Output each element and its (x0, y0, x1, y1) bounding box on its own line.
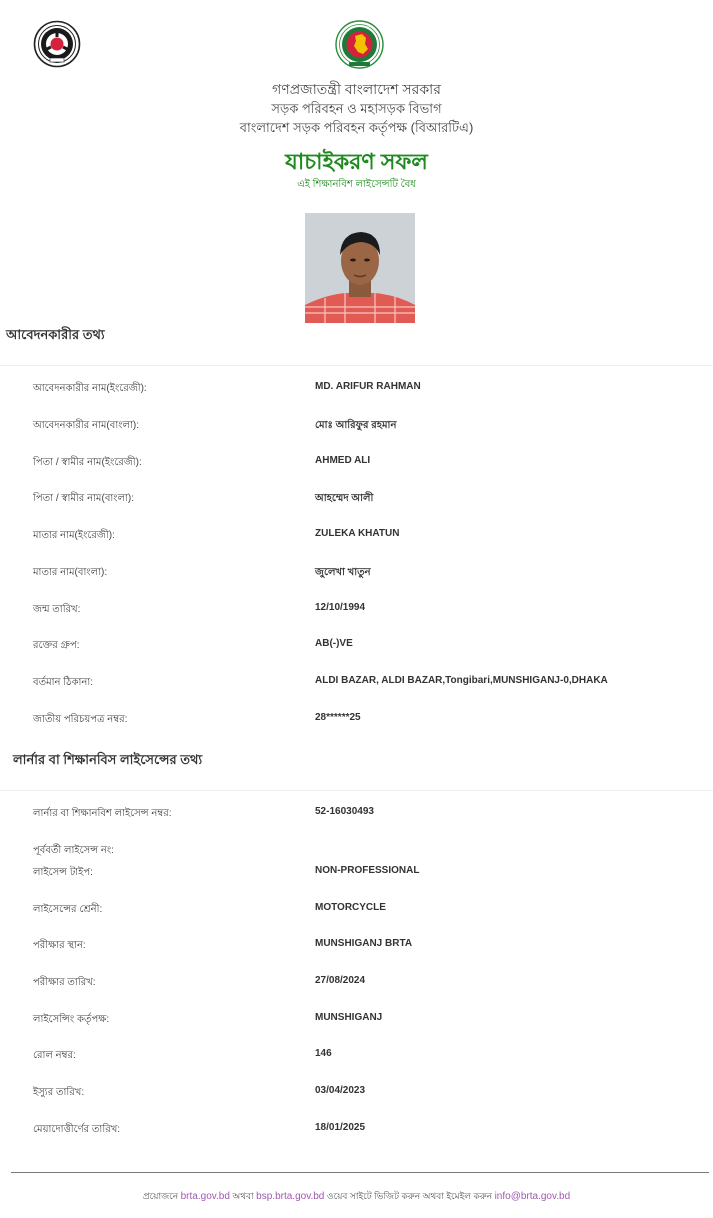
applicant-section-title: আবেদনকারীর তথ্য (6, 327, 105, 342)
row-value: জুলেখা খাতুন (315, 567, 371, 578)
verification-status-title: যাচাইকরণ সফল (285, 149, 428, 174)
authority-name: বাংলাদেশ সড়ক পরিবহন কর্তৃপক্ষ (বিআরটিএ) (239, 120, 474, 135)
row-value: মোঃ আরিফুর রহমান (315, 420, 397, 431)
row-label: জন্ম তারিখ: (33, 604, 81, 615)
footer-note (0, 1189, 713, 1204)
row-value: MUNSHIGANJ (315, 1012, 383, 1023)
row-value: 27/08/2024 (315, 975, 366, 986)
government-name: গণপ্রজাতন্ত্রী বাংলাদেশ সরকার (272, 81, 441, 97)
row-value: 28******25 (315, 712, 361, 723)
row-label: মাতার নাম(বাংলা): (33, 567, 108, 578)
row-label: রোল নম্বর: (33, 1050, 76, 1061)
row-value: 52-16030493 (315, 806, 374, 817)
row-label: আবেদনকারীর নাম(ইংরেজী): (33, 383, 147, 394)
license-section-title: লার্নার বা শিক্ষানবিস লাইসেন্সের তথ্য (13, 752, 203, 767)
row-value: আহম্মেদ আলী (315, 493, 374, 504)
footer-divider (11, 1172, 709, 1173)
footer-text: অথবা (229, 1191, 257, 1201)
row-value: 03/04/2023 (315, 1085, 366, 1096)
row-value: AHMED ALI (315, 455, 371, 466)
email-link[interactable]: info@brta.gov.bd (494, 1191, 571, 1202)
row-label: ইস্যুর তারিখ: (33, 1087, 85, 1098)
section-divider (0, 365, 713, 366)
row-value: AB(-)VE (315, 638, 353, 649)
row-label: মেয়াদোত্তীর্ণের তারিখ: (33, 1124, 121, 1135)
brta-emblem-icon (33, 20, 81, 68)
footer-text: প্রয়োজনে (142, 1191, 181, 1201)
row-label: আবেদনকারীর নাম(বাংলা): (33, 420, 139, 431)
row-label: লাইসেন্সিং কর্তৃপক্ষ: (33, 1014, 110, 1025)
header-block (0, 80, 713, 137)
brta-website-link[interactable]: brta.gov.bd (180, 1191, 230, 1202)
row-value: MOTORCYCLE (315, 902, 386, 913)
bsp-website-link[interactable]: bsp.brta.gov.bd (256, 1191, 325, 1202)
applicant-photo (305, 213, 415, 323)
section-divider (0, 790, 713, 791)
row-value: ZULEKA KHATUN (315, 528, 400, 539)
row-label: জাতীয় পরিচয়পত্র নম্বর: (33, 714, 128, 725)
row-label: রক্তের গ্রুপ: (33, 640, 80, 651)
row-value: ALDI BAZAR, ALDI BAZAR,Tongibari,MUNSHIGANJ-0,DHAKA (315, 675, 608, 686)
row-label: পিতা / স্বামীর নাম(বাংলা): (33, 493, 135, 504)
row-label: মাতার নাম(ইংরেজী): (33, 530, 115, 541)
row-label: লাইসেন্সের শ্রেনী: (33, 904, 103, 915)
government-seal-icon (335, 20, 384, 69)
row-label: পরীক্ষার স্থান: (33, 940, 86, 951)
row-value: 146 (315, 1048, 332, 1059)
row-label: লাইসেন্স টাইপ: (33, 867, 93, 878)
row-label: বর্তমান ঠিকানা: (33, 677, 94, 688)
footer-text: ওয়েব সাইটে ভিজিট করুন অথবা ইমেইল করুন (324, 1191, 495, 1201)
row-label: পিতা / স্বামীর নাম(ইংরেজী): (33, 457, 142, 468)
row-value: MUNSHIGANJ BRTA (315, 938, 413, 949)
person-avatar-icon (305, 213, 415, 323)
verification-status-subtitle: এই শিক্ষানবিশ লাইসেন্সটি বৈধ (297, 179, 416, 190)
ministry-division: সড়ক পরিবহন ও মহাসড়ক বিভাগ (271, 101, 442, 116)
row-value: 12/10/1994 (315, 602, 366, 613)
row-label: লার্নার বা শিক্ষানবিশ লাইসেন্স নম্বর: (33, 808, 172, 819)
row-value: 18/01/2025 (315, 1122, 366, 1133)
row-label: পরীক্ষার তারিখ: (33, 977, 96, 988)
row-value: NON-PROFESSIONAL (315, 865, 420, 876)
row-label: পূর্ববর্তী লাইসেন্স নং: (33, 845, 114, 856)
row-value: MD. ARIFUR RAHMAN (315, 381, 421, 392)
